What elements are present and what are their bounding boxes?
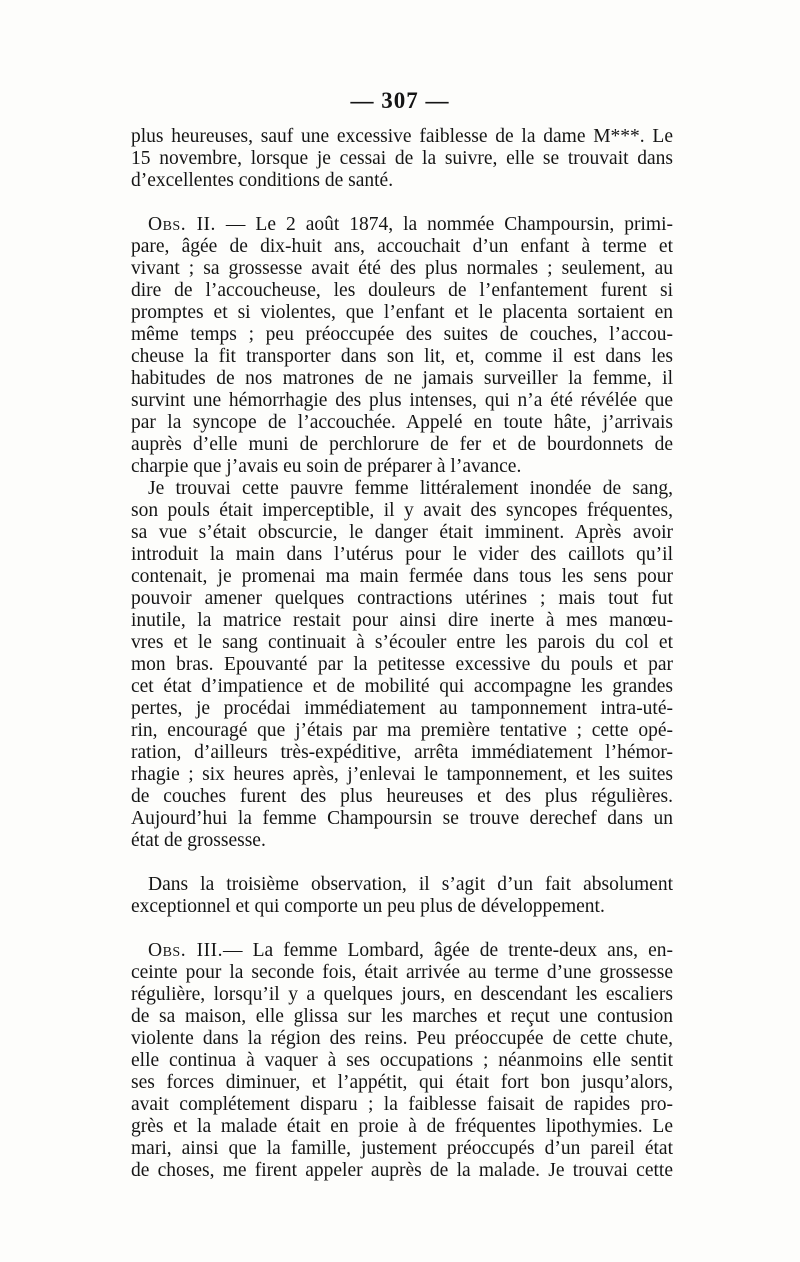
observation-label: Obs. II. <box>148 214 216 235</box>
text-line: son pouls était imperceptible, il y avait des syncopes fréquentes, <box>131 500 673 521</box>
text-line: avait complétement disparu ; la faiblesse faisait de rapides pro- <box>131 1094 673 1115</box>
text-line: ses forces diminuer, et l’appétit, qui était fort bon jusqu’alors, <box>131 1072 673 1093</box>
page-number: — 307 — <box>350 88 450 113</box>
text-line: vivant ; sa grossesse avait été des plus normales ; seulement, au <box>131 258 673 279</box>
text-line: régulière, lorsqu’il y a quelques jours, en descendant les escaliers <box>131 984 673 1005</box>
text-line: introduit la main dans l’utérus pour le vider des caillots qu’il <box>131 544 673 565</box>
observation-heading-line <box>148 214 673 236</box>
text-line: pouvoir amener quelques contractions utérines ; mais tout fut <box>131 588 673 609</box>
text-line: par la syncope de l’accouchée. Appelé en toute hâte, j’arrivais <box>131 412 673 433</box>
text-line: ration, d’ailleurs très-expéditive, arrêta immédiatement l’hémor- <box>131 742 673 763</box>
text-line: survint une hémorrhagie des plus intenses, qui n’a été révélée que <box>131 390 673 411</box>
text-span: — La femme Lombard, âgée de trente-deux ans, en- <box>223 940 674 961</box>
text-line: plus heureuses, sauf une excessive faiblesse de la dame M***. Le <box>131 126 673 147</box>
text-line: Je trouvai cette pauvre femme littéralement inondée de sang, <box>148 478 673 499</box>
text-line: charpie que j’avais eu soin de préparer à l’avance. <box>131 456 522 477</box>
text-line: ceinte pour la seconde fois, était arrivée au terme d’une grossesse <box>131 962 673 983</box>
text-line: pare, âgée de dix-huit ans, accouchait d’un enfant à terme et <box>131 236 673 257</box>
text-line: rhagie ; six heures après, j’enlevai le tamponnement, et les suites <box>131 764 673 785</box>
text-line: elle continua à vaquer à ses occupations ; néanmoins elle sentit <box>131 1050 673 1071</box>
text-line: dire de l’accoucheuse, les douleurs de l’enfantement furent si <box>131 280 673 301</box>
text-line: même temps ; peu préoccupée des suites de couches, l’accou- <box>131 324 673 345</box>
text-line: cet état d’impatience et de mobilité qui accompagne les grandes <box>131 676 673 697</box>
text-line: auprès d’elle muni de perchlorure de fer et de bourdonnets de <box>131 434 673 455</box>
text-line: inutile, la matrice restait pour ainsi dire inerte à mes manœu- <box>131 610 673 631</box>
text-line: de sa maison, elle glissa sur les marches et reçut une contusion <box>131 1006 673 1027</box>
text-line: exceptionnel et qui comporte un peu plus de développement. <box>131 896 605 917</box>
text-line: 15 novembre, lorsque je cessai de la suivre, elle se trouvait dans <box>131 148 673 169</box>
text-span: — Le 2 août 1874, la nommée Champoursin, primi- <box>215 214 673 235</box>
text-line: mari, ainsi que la famille, justement préoccupés d’un pareil état <box>131 1138 673 1159</box>
text-line: promptes et si violentes, que l’enfant et le placenta sortaient en <box>131 302 673 323</box>
text-line: d’excellentes conditions de santé. <box>131 170 394 191</box>
text-line: Aujourd’hui la femme Champoursin se trouve derechef dans un <box>131 808 673 829</box>
text-line: contenait, je promenai ma main fermée dans tous les sens pour <box>131 566 673 587</box>
text-line: grès et la malade était en proie à de fréquentes lipothymies. Le <box>131 1116 673 1137</box>
text-line: sa vue s’était obscurcie, le danger était imminent. Après avoir <box>131 522 673 543</box>
text-line: habitudes de nos matrones de ne jamais surveiller la femme, il <box>131 368 673 389</box>
text-line: vres et le sang continuait à s’écouler entre les parois du col et <box>131 632 673 653</box>
text-line: de choses, me firent appeler auprès de la malade. Je trouvai cette <box>131 1160 673 1181</box>
observation-heading-line <box>148 940 673 962</box>
text-line: mon bras. Epouvanté par la petitesse excessive du pouls et par <box>131 654 673 675</box>
observation-label: Obs. III. <box>148 940 224 961</box>
text-line: état de grossesse. <box>131 830 266 851</box>
text-line: cheuse la fit transporter dans son lit, et, comme il est dans les <box>131 346 673 367</box>
text-line: de couches furent des plus heureuses et des plus régulières. <box>131 786 673 807</box>
text-line: pertes, je procédai immédiatement au tamponnement intra-uté- <box>131 698 673 719</box>
text-line: rin, encouragé que j’étais par ma première tentative ; cette opé- <box>131 720 673 741</box>
text-line: Dans la troisième observation, il s’agit d’un fait absolument <box>148 874 673 895</box>
text-line: violente dans la région des reins. Peu préoccupée de cette chute, <box>131 1028 673 1049</box>
